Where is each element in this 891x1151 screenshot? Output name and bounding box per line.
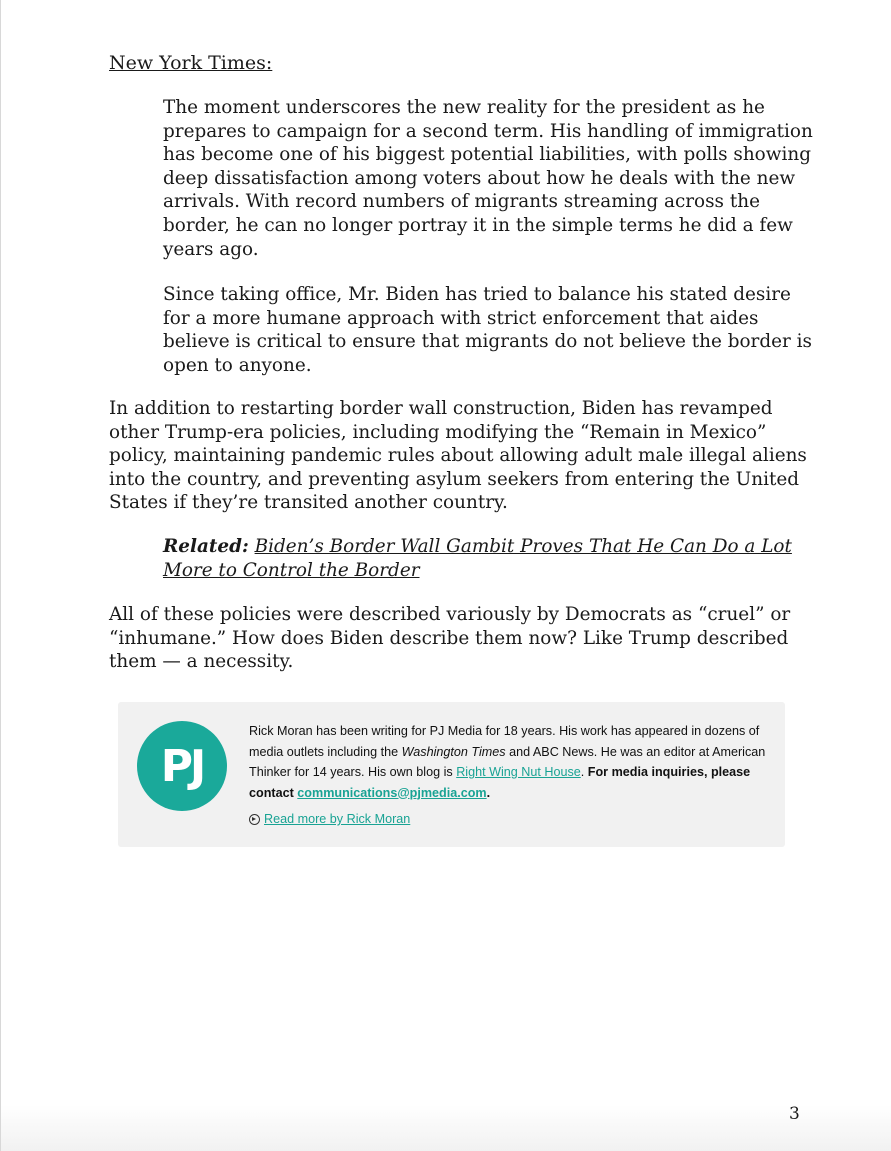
- block-quote-paragraph: The moment underscores the new reality for the president as he prepares to campaign for a second term. His handling of immigration has become one of his biggest potential liabilities, with polls showing deep dissatisfaction among voters about how he deals with the new arrivals. With record numbers of migrants streaming across the border, he can no longer portray it in the simple terms he did a few years ago.: [163, 97, 813, 260]
- bio-text-segment: and ABC News. He was an editor at American Thinker for 14 years. His own blog is: [249, 744, 766, 779]
- author-bio-text: [249, 721, 769, 803]
- block-quote-paragraph: Since taking office, Mr. Biden has tried to balance his stated desire for a more humane approach with strict enforcement that aides believe is critical to ensure that migrants do not believe the border is open to anyone.: [163, 284, 812, 376]
- related-label: Related:: [163, 536, 249, 557]
- source-label: New York Times:: [109, 52, 273, 74]
- related-article-link[interactable]: Biden’s Border Wall Gambit Proves That He Can Do a Lot More to Control the Border: [163, 536, 792, 581]
- publication-name: Washington Times: [401, 744, 506, 759]
- read-more-row: [249, 810, 410, 828]
- blog-link[interactable]: Right Wing Nut House: [456, 765, 581, 779]
- related-article: [163, 535, 823, 582]
- bio-text-segment: .: [580, 765, 588, 779]
- body-paragraph: In addition to restarting border wall construction, Biden has revamped other Trump-era policies, including modifying the “Remain in Mexico” policy, maintaining pandemic rules about allowing adult male illegal aliens into the country, and preventing asylum seekers from entering the United States if they’re transited another country.: [109, 398, 807, 514]
- inquiries-end: .: [486, 785, 491, 800]
- read-more-link[interactable]: Read more by Rick Moran: [264, 812, 411, 826]
- arrow-circle-icon: [249, 814, 260, 825]
- inquiries-text: For media inquiries, please contact: [249, 765, 751, 800]
- email-link[interactable]: communications@pjmedia.com: [297, 785, 487, 800]
- page-number: 3: [789, 1104, 800, 1124]
- body-paragraph: All of these policies were described variously by Democrats as “cruel” or “inhumane.” How does Biden describe them now? Like Trump described them — a necessity.: [109, 604, 791, 673]
- pj-media-logo: PJ: [137, 721, 227, 811]
- bio-text-segment: Rick Moran has been writing for PJ Media for 18 years. His work has appeared in dozens of media outlets including the: [249, 724, 760, 759]
